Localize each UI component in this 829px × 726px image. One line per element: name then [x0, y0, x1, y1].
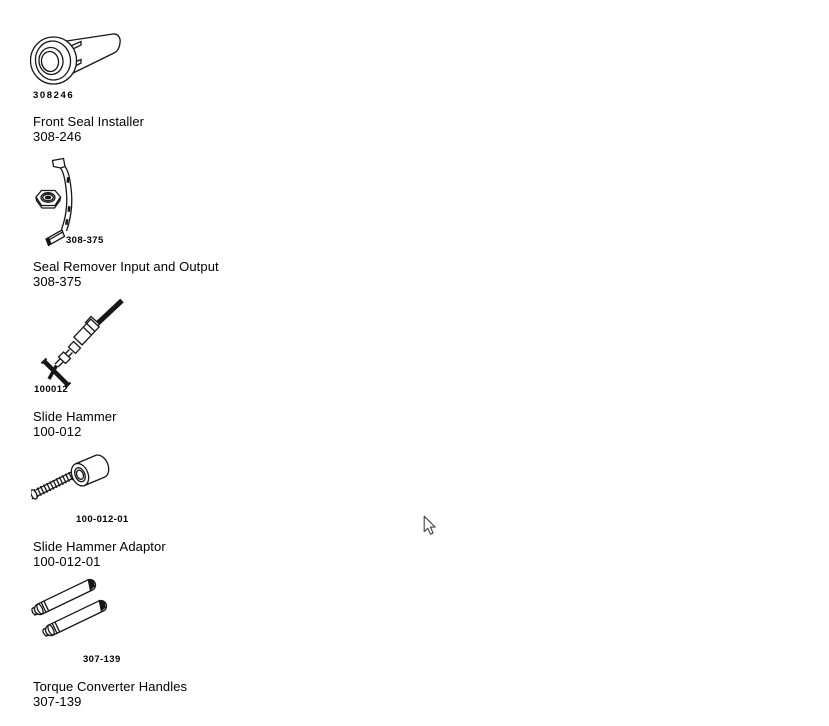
tool-name: Slide Hammer	[33, 409, 117, 424]
front-seal-installer-illustration	[30, 32, 124, 86]
tool-caption	[33, 680, 187, 709]
mouse-cursor-icon	[423, 515, 437, 536]
figure-part-label: 100-012-01	[76, 514, 129, 525]
slide-hammer-adaptor-illustration	[31, 449, 113, 505]
tool-entry-slide-hammer-adaptor	[31, 449, 166, 569]
tool-number: 307-139	[33, 693, 82, 709]
tool-entry-seal-remover	[33, 156, 219, 289]
slide-hammer-illustration	[35, 296, 130, 388]
tool-number: 308-246	[33, 128, 82, 144]
tool-name: Seal Remover Input and Output	[33, 259, 219, 274]
torque-converter-handles-illustration	[30, 577, 108, 643]
tool-name: Torque Converter Handles	[33, 679, 188, 694]
figure-part-label: 307-139	[83, 654, 121, 665]
tool-entry-front-seal-installer	[30, 32, 145, 144]
figure-part-label: 100012	[34, 384, 69, 395]
tool-entry-torque-converter-handles	[30, 577, 188, 709]
tool-caption	[33, 260, 219, 289]
tool-caption	[33, 410, 117, 439]
tool-number: 308-375	[33, 273, 82, 289]
figure-part-label: 308-375	[66, 235, 104, 246]
tool-caption	[33, 115, 144, 144]
tool-name: Front Seal Installer	[33, 114, 145, 129]
tool-caption	[33, 540, 166, 569]
figure-part-label: 308246	[33, 90, 75, 101]
tool-entry-slide-hammer	[33, 296, 130, 439]
tool-name: Slide Hammer Adaptor	[33, 539, 166, 554]
tool-number: 100-012-01	[33, 553, 101, 569]
tool-number: 100-012	[33, 423, 82, 439]
